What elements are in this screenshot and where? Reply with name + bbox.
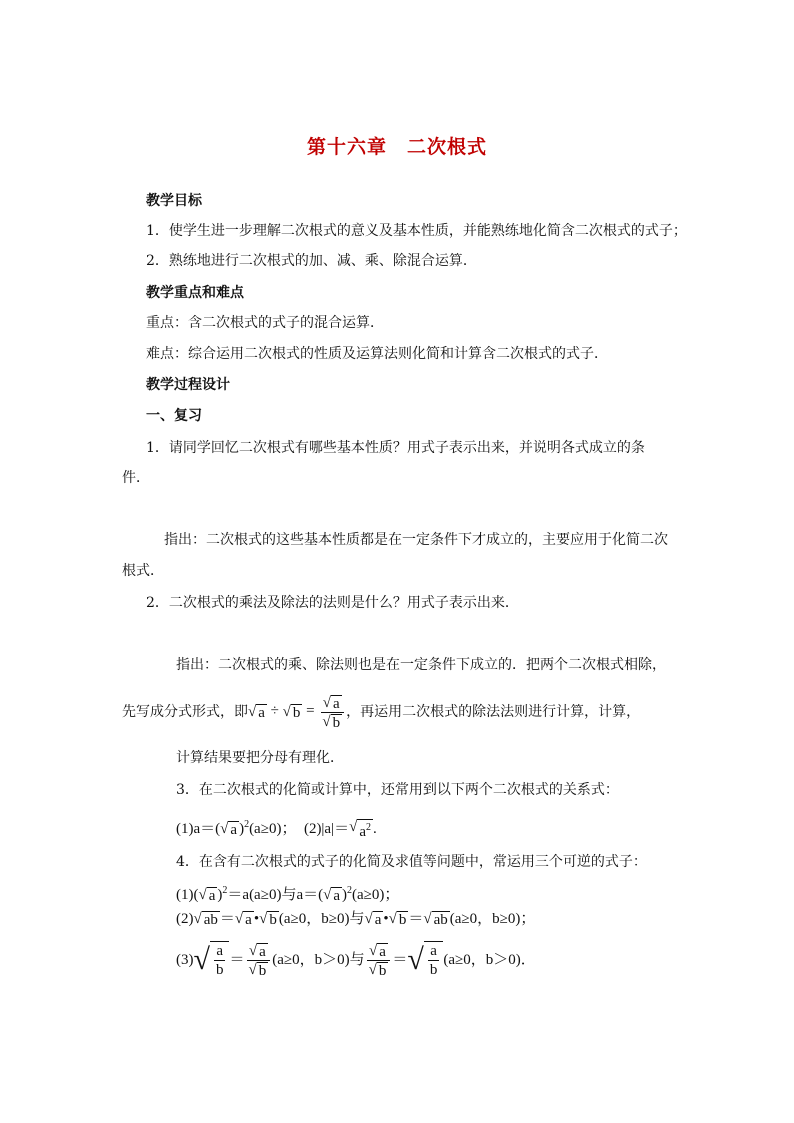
goal-item-2: 2．熟练地进行二次根式的加、减、乘、除混合运算． <box>146 253 477 269</box>
note-2-text-pre: 先写成分式形式，即 <box>122 704 248 720</box>
formula-4-1: (1)( √ a )$^2$＝a(a≥0)与a＝( √ a )$^2$(a≥0)； <box>176 885 400 905</box>
note-1-line-2: 根式． <box>122 563 164 579</box>
process-heading: 教学过程设计 <box>146 377 230 393</box>
review-heading: 一、复习 <box>146 408 202 424</box>
question-1-line-1: 1．请同学回忆二次根式有哪些基本性质？用式子表示出来，并说明各式成立的条 <box>146 440 645 456</box>
formula-3: (1)a＝( √ a )$^2$(a≥0)； (2)|a|＝ √ $a^2$ . <box>176 819 377 841</box>
note-1-line-1: 指出：二次根式的这些基本性质都是在一定条件下才成立的，主要应用于化简二次 <box>164 532 668 548</box>
question-1-line-2: 件． <box>122 470 150 486</box>
focus-heading: 教学重点和难点 <box>146 285 244 301</box>
question-4: 4．在含有二次根式的式子的化简及求值等问题中，常运用三个可逆的式子： <box>176 854 647 870</box>
question-3: 3．在二次根式的化简或计算中，还常用到以下两个二次根式的关系式： <box>176 782 619 798</box>
note-2-text-post: ，再运用二次根式的除法法则进行计算，计算， <box>346 704 641 720</box>
difficult-point: 难点：综合运用二次根式的性质及运算法则化简和计算含二次根式的式子． <box>146 346 608 362</box>
goal-item-1: 1．使学生进一步理解二次根式的意义及基本性质，并能熟练地化简含二次根式的式子； <box>146 223 687 239</box>
question-2: 2．二次根式的乘法及除法的法则是什么？用式子表示出来． <box>146 595 519 611</box>
formula-4-2: (2) √ ab ＝ √ a • √ b (a≥0，b≥0)与 √ a • √ b ＝ √ ab (a≥0，b≥0)； <box>176 911 536 929</box>
division-formula: √ a ÷ √ b = √ a √ b <box>248 693 346 730</box>
note-2-line-2 <box>122 692 640 732</box>
goals-heading: 教学目标 <box>146 193 202 209</box>
formula-4-3: (3) √ $\frac{a}{b}$ ＝ √ a √ b (a≥0，b＞0)与 √ a √ b ＝ √ $\frac{a}{b}$ (a≥0，b＞0)． <box>176 942 536 979</box>
note-2-line-3: 计算结果要把分母有理化． <box>176 750 344 766</box>
note-2-line-1: 指出：二次根式的乘、除法则也是在一定条件下成立的．把两个二次根式相除， <box>176 657 666 673</box>
key-point: 重点：含二次根式的式子的混合运算． <box>146 315 384 331</box>
chapter-title: 第十六章 二次根式 <box>306 136 487 158</box>
